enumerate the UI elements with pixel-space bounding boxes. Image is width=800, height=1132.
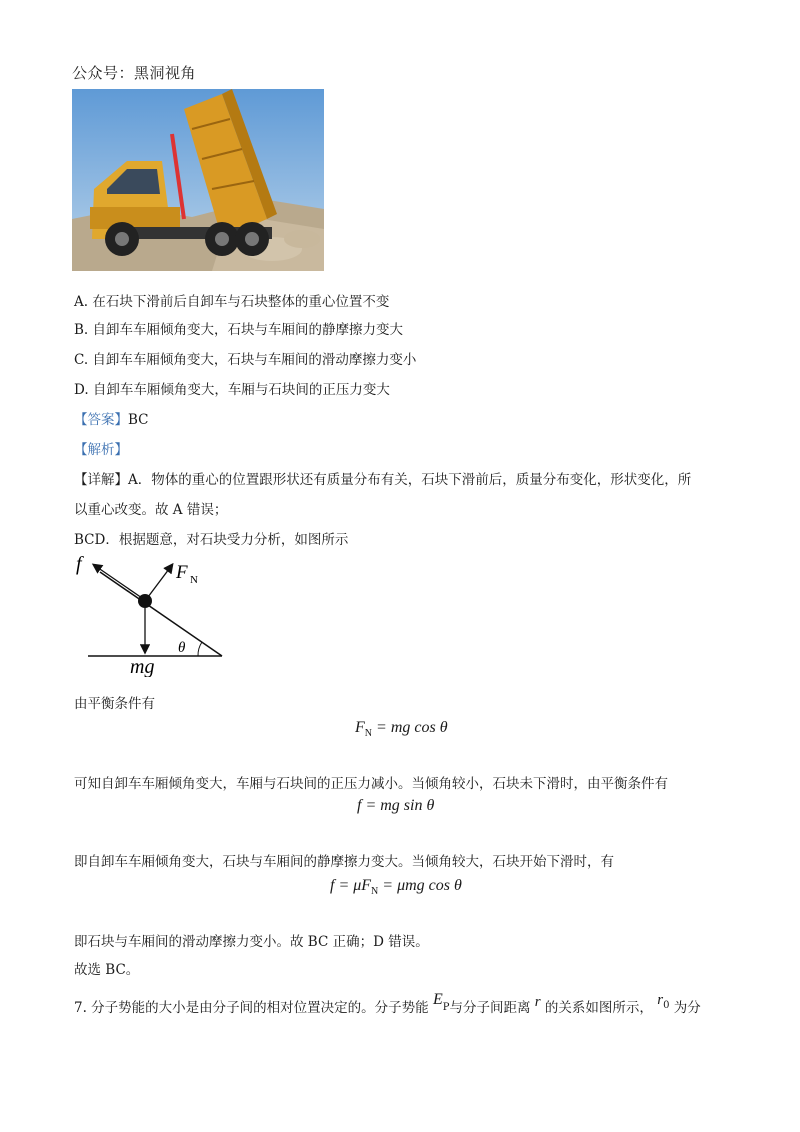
balance-line: 由平衡条件有 (74, 696, 155, 712)
detail-line-1: 【详解】A．物体的重心的位置跟形状还有质量分布有关，石块下滑前后，质量分布变化，形状变化，所 (74, 472, 692, 488)
equation-static-friction: f = mg sin θ (357, 797, 435, 814)
detail-tag: 【详解】 (74, 472, 128, 488)
gravity-label: mg (130, 656, 155, 677)
answer-line (74, 408, 149, 428)
explanation-line-1: 可知自卸车车厢倾角变大，车厢与石块间的正压力减小。当倾角较小，石块未下滑时，由平衡条件有 (74, 776, 668, 792)
answer-value: BC (128, 412, 149, 428)
normal-force-label: F (176, 562, 188, 583)
friction-label: f (76, 553, 82, 575)
analysis-tag: 【解析】 (74, 442, 128, 458)
equation-kinetic-friction: $f = \mu F_N = \mu mg$ cos θ (330, 877, 462, 898)
answer-tag: 【答案】 (74, 412, 128, 428)
detail-line-2: 以重心改变。故 A 错误； (74, 502, 228, 518)
watermark-text: 公众号：黑洞视角 (72, 64, 197, 82)
force-diagram (70, 552, 230, 677)
conclusion-line: 故选 BC。 (74, 962, 140, 978)
option-b: B. 自卸车车厢倾角变大，石块与车厢间的静摩擦力变大 (74, 322, 404, 338)
question-7: 7. 分子势能的大小是由分子间的相对位置决定的。分子势能 $E_P$与分子间距离 r 的关系如图所示， $r_0$ 为分 (74, 991, 701, 1016)
option-a: A. 在石块下滑前后自卸车与石块整体的重心位置不变 (74, 294, 390, 310)
option-d: D. 自卸车车厢倾角变大，车厢与石块间的正压力变大 (74, 382, 390, 398)
angle-label: θ (178, 640, 186, 656)
dump-truck-photo (72, 89, 324, 271)
option-c: C. 自卸车车厢倾角变大，石块与车厢间的滑动摩擦力变小 (74, 352, 417, 368)
equation-normal-force: $F_N$ = mg cos θ (355, 719, 448, 740)
explanation-line-3: 即石块与车厢间的滑动摩擦力变小。故 BC 正确；D 错误。 (74, 934, 429, 950)
bcd-line: BCD．根据题意，对石块受力分析，如图所示 (74, 532, 349, 548)
normal-force-subscript: N (190, 574, 198, 586)
explanation-line-2: 即自卸车车厢倾角变大，石块与车厢间的静摩擦力变大。当倾角较大，石块开始下滑时，有 (74, 854, 614, 870)
